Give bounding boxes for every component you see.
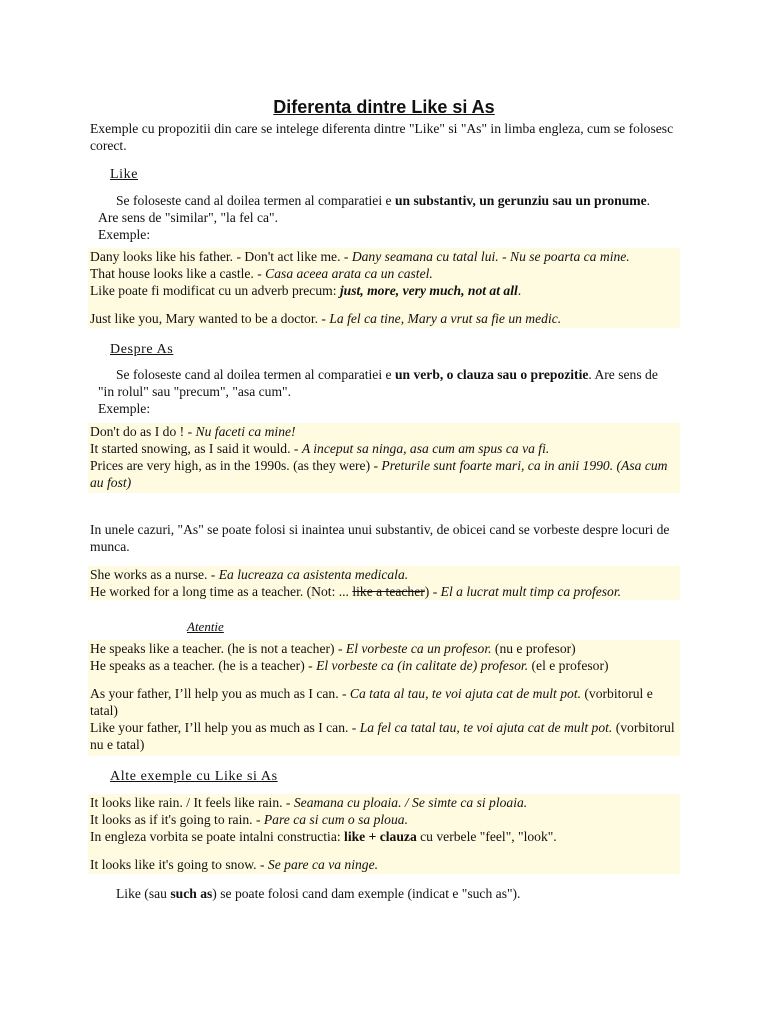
as-heading: Despre As: [110, 342, 174, 357]
like-example-1: Dany looks like his father. - Don't act like me. - Dany seamana cu tatal lui. - Nu se poarta ca mine.: [90, 249, 630, 264]
as-sense: "in rolul" sau "precum", "asa cum".: [98, 384, 291, 399]
like-description: Se foloseste cand al doilea termen al comparatiei e un substantiv, un gerunziu sau un pronume. Are sens de "similar", "la fel ca". Exemple:: [98, 193, 651, 242]
atentie-example-3: As your father, I’ll help you as much as I can. - Ca tata al tau, te voi ajuta cat de mult pot. (vorbitorul e tatal): [90, 686, 653, 718]
page-title: Diferenta dintre Like si As: [273, 97, 495, 117]
atentie-example-4: Like your father, I’ll help you as much as I can. - La fel ca tatal tau, te voi ajuta cat de mult pot. (vorbitorul nu e tatal): [90, 720, 675, 752]
like-example-4: Just like you, Mary wanted to be a doctor. - La fel ca tine, Mary a vrut sa fie un medic.: [90, 311, 562, 326]
as-example-2: It started snowing, as I said it would. - A inceput sa ninga, asa cum am spus ca va fi.: [90, 441, 550, 456]
like-examples-label: Exemple:: [98, 227, 151, 242]
more-example-4: It looks like it's going to snow. - Se pare ca va ninge.: [90, 857, 379, 872]
more-example-1: It looks like rain. / It feels like rain. - Seamana cu ploaia. / Se simte ca si ploaia.: [90, 795, 528, 810]
atentie-heading: Atentie: [187, 619, 224, 634]
jobs-examples-block: [88, 566, 680, 600]
more-examples-block: [88, 794, 680, 874]
as-description: Se foloseste cand al doilea termen al comparatiei e un verb, o clauza sau o prepozitie. Are sens de "in rolul" sau "precum", "asa cum". Exemple:: [98, 367, 658, 416]
jobs-example-1: She works as a nurse. - Ea lucreaza ca asistenta medicala.: [90, 567, 409, 582]
like-heading: Like: [110, 167, 139, 182]
atentie-example-2: He speaks as a teacher. (he is a teacher) - El vorbeste ca (in calitate de) profesor. (el e profesor): [90, 658, 609, 673]
intro-paragraph: Exemple cu propozitii din care se intelege diferenta dintre "Like" si "As" in limba engleza, cum se folosesc corect.: [90, 121, 674, 153]
as-examples-label: Exemple:: [98, 401, 151, 416]
final-note: Like (sau such as) se poate folosi cand dam exemple (indicat e "such as").: [116, 886, 521, 901]
more-clause-note: In engleza vorbita se poate intalni constructia: like + clauza cu verbele "feel", "look".: [90, 829, 557, 844]
more-example-2: It looks as if it's going to rain. - Pare ca si cum o sa ploua.: [90, 812, 408, 827]
as-example-1: Don't do as I do ! - Nu faceti ca mine!: [90, 424, 296, 439]
like-adverb-note: Like poate fi modificat cu un adverb precum: just, more, very much, not at all.: [90, 283, 522, 298]
jobs-example-2: He worked for a long time as a teacher. (Not: ... like a teacher) - El a lucrat mult timp ca profesor.: [90, 584, 622, 599]
like-modifier-block: [88, 282, 680, 328]
more-examples-heading: Alte exemple cu Like si As: [110, 769, 278, 784]
like-example-2: That house looks like a castle. - Casa aceea arata ca un castel.: [90, 266, 433, 281]
as-examples-block: [88, 423, 680, 493]
like-sense: Are sens de "similar", "la fel ca".: [98, 210, 278, 225]
like-examples-block: [88, 248, 680, 282]
atentie-example-1: He speaks like a teacher. (he is not a teacher) - El vorbeste ca un profesor. (nu e profesor): [90, 641, 576, 656]
as-example-3: Prices are very high, as in the 1990s. (as they were) - Preturile sunt foarte mari, ca in anii 1990. (Asa cum au fost): [90, 458, 668, 490]
noun-note-paragraph: In unele cazuri, "As" se poate folosi si inaintea unui substantiv, de obicei cand se vorbeste despre locuri de munca.: [90, 522, 670, 554]
atentie-examples-block: [88, 640, 680, 756]
